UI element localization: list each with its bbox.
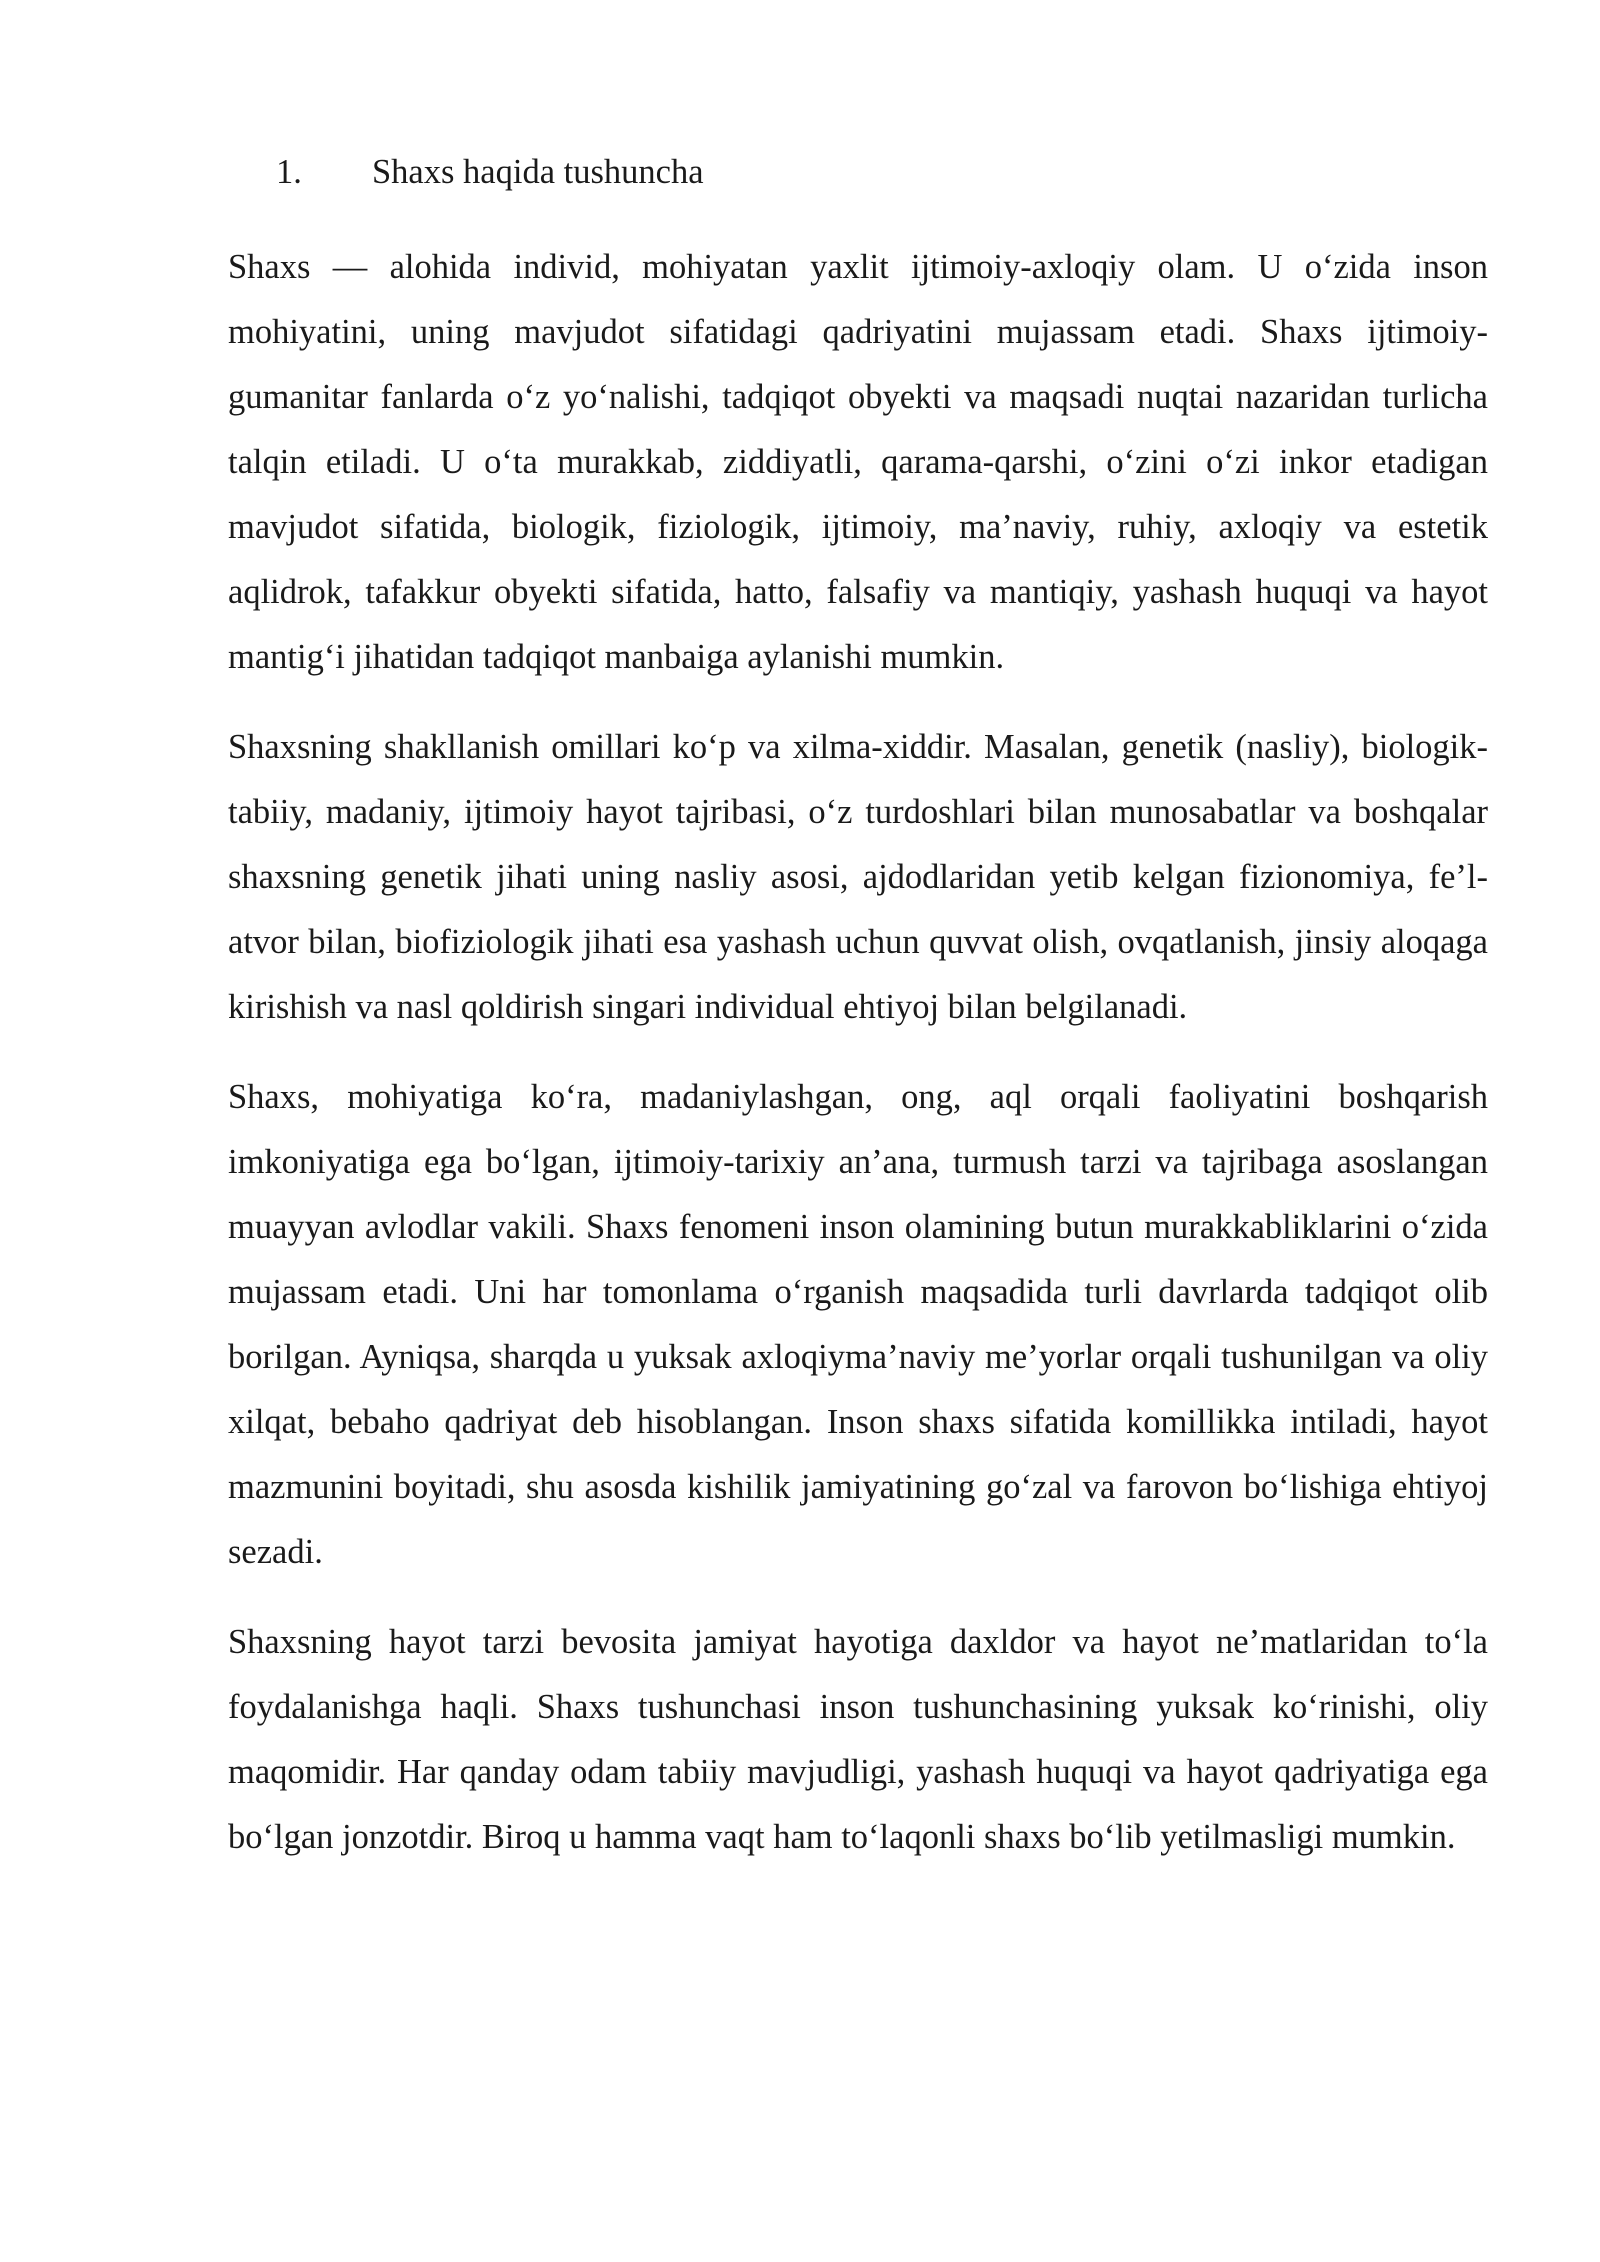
paragraph-2: Shaxsning shakllanish omillari ko‘p va xilma-xiddir. Masalan, genetik (nasliy), biologik-tabiiy, madaniy, ijtimoiy hayot tajribasi, o‘z turdoshlari bilan munosabatlar va boshqalar shaxsning genetik jihati uning nasliy asosi, ajdodlaridan yetib kelgan fizionomiya, fe’l-atvor bilan, biofiziologik jihati esa yashash uchun quvvat olish, ovqatlanish, jinsiy aloqaga kirishish va nasl qoldirish singari individual ehtiyoj bilan belgilanadi. <box>228 727 1488 1026</box>
heading-title: Shaxs haqida tushuncha <box>372 153 704 191</box>
paragraph-4: Shaxsning hayot tarzi bevosita jamiyat hayotiga daxldor va hayot ne’matlaridan to‘la foydalanishga haqli. Shaxs tushunchasi inson tushunchasining yuksak ko‘rinishi, oliy maqomidir. Har qanday odam tabiiy mavjudligi, yashash huquqi va hayot qadriyatiga ega bo‘lgan jonzotdir. Biroq u hamma vaqt ham to‘laqonli shaxs bo‘lib yetilmasligi mumkin. <box>228 1622 1488 1856</box>
paragraph-3: Shaxs, mohiyatiga ko‘ra, madaniylashgan, ong, aql orqali faoliyatini boshqarish imkoniyatiga ega bo‘lgan, ijtimoiy-tarixiy an’ana, turmush tarzi va tajribaga asoslangan muayyan avlodlar vakili. Shaxs fenomeni inson olamining butun murakkabliklarini o‘zida mujassam etadi. Uni har tomonlama o‘rganish maqsadida turli davrlarda tadqiqot olib borilgan. Ayniqsa, sharqda u yuksak axloqiyma’naviy me’yorlar orqali tushunilgan va oliy xilqat, bebaho qadriyat deb hisoblangan. Inson shaxs sifatida komillikka intiladi, hayot mazmunini boyitadi, shu asosda kishilik jamiyatining go‘zal va farovon bo‘lishiga ehtiyoj sezadi. <box>228 1077 1488 1571</box>
document-page <box>228 150 1488 1895</box>
section-heading <box>228 150 1488 195</box>
heading-number: 1. <box>276 153 302 191</box>
paragraph-1: Shaxs — alohida individ, mohiyatan yaxlit ijtimoiy-axloqiy olam. U o‘zida inson mohiyatini, uning mavjudot sifatidagi qadriyatini mujassam etadi. Shaxs ijtimoiy-gumanitar fanlarda o‘z yo‘nalishi, tadqiqot obyekti va maqsadi nuqtai nazaridan turlicha talqin etiladi. U o‘ta murakkab, ziddiyatli, qarama-qarshi, o‘zini o‘zi inkor etadigan mavjudot sifatida, biologik, fiziologik, ijtimoiy, ma’naviy, ruhiy, axloqiy va estetik aqlidrok, tafakkur obyekti sifatida, hatto, falsafiy va mantiqiy, yashash huquqi va hayot mantig‘i jihatidan tadqiqot manbaiga aylanishi mumkin. <box>228 247 1488 676</box>
